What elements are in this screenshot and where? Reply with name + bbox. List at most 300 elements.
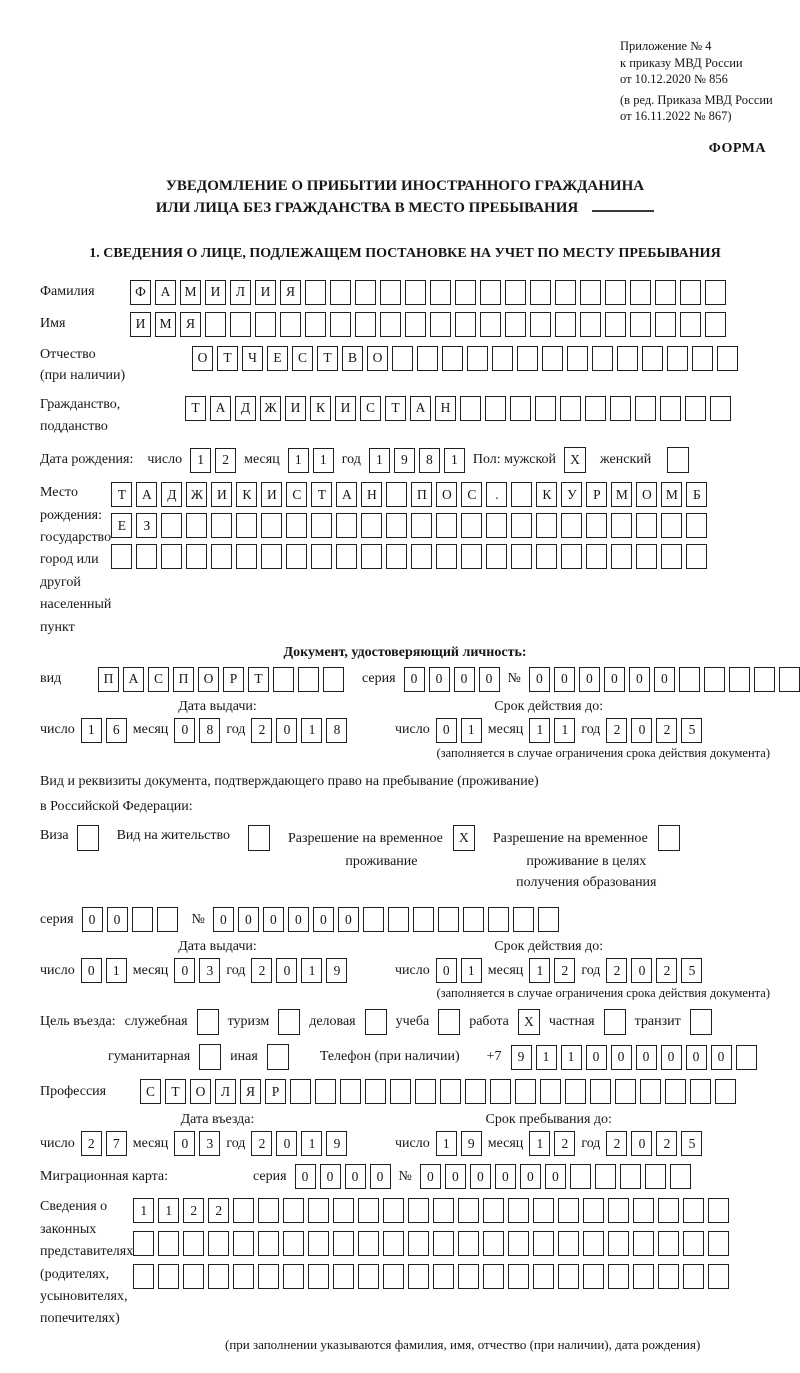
char-cell[interactable]	[430, 280, 451, 305]
char-cell[interactable]	[236, 544, 257, 569]
char-cell[interactable]	[483, 1231, 504, 1256]
char-cell[interactable]	[383, 1231, 404, 1256]
char-cell[interactable]: Д	[161, 482, 182, 507]
char-cell[interactable]: 1	[436, 1131, 457, 1156]
char-cell[interactable]	[197, 1009, 219, 1035]
char-cell[interactable]: 1	[106, 958, 127, 983]
char-cell[interactable]: 1	[536, 1045, 557, 1070]
char-cell[interactable]: П	[411, 482, 432, 507]
char-cell[interactable]: С	[292, 346, 313, 371]
char-cell[interactable]: С	[286, 482, 307, 507]
checkbox-visa[interactable]	[77, 825, 99, 851]
char-cell[interactable]: А	[123, 667, 144, 692]
char-cell[interactable]: 1	[190, 448, 211, 473]
char-cell[interactable]: К	[536, 482, 557, 507]
char-cell[interactable]	[658, 1198, 679, 1223]
char-cell[interactable]: А	[136, 482, 157, 507]
char-cell[interactable]: 0	[661, 1045, 682, 1070]
char-cell[interactable]	[530, 280, 551, 305]
checkbox-humanitarian[interactable]	[199, 1044, 221, 1070]
char-cell[interactable]	[705, 280, 726, 305]
char-cell[interactable]: 1	[461, 718, 482, 743]
char-cell[interactable]	[413, 907, 434, 932]
char-cell[interactable]: 0	[345, 1164, 366, 1189]
char-cell[interactable]: 1	[288, 448, 309, 473]
char-cell[interactable]	[580, 280, 601, 305]
char-cell[interactable]	[461, 513, 482, 538]
char-cell[interactable]: 0	[636, 1045, 657, 1070]
char-cell[interactable]: Я	[180, 312, 201, 337]
char-cell[interactable]: О	[636, 482, 657, 507]
char-cell[interactable]: Р	[586, 482, 607, 507]
char-cell[interactable]	[505, 280, 526, 305]
char-cell[interactable]	[715, 1079, 736, 1104]
char-cell[interactable]	[280, 312, 301, 337]
char-cell[interactable]	[408, 1198, 429, 1223]
char-cell[interactable]: .	[486, 482, 507, 507]
char-cell[interactable]	[383, 1264, 404, 1289]
char-cell[interactable]: X	[564, 447, 586, 473]
char-cell[interactable]	[286, 544, 307, 569]
char-cell[interactable]	[508, 1264, 529, 1289]
char-cell[interactable]	[565, 1079, 586, 1104]
char-cell[interactable]	[585, 396, 606, 421]
char-cell[interactable]: Д	[235, 396, 256, 421]
char-cell[interactable]: 1	[369, 448, 390, 473]
char-cell[interactable]	[592, 346, 613, 371]
char-cell[interactable]: А	[336, 482, 357, 507]
char-cell[interactable]: Т	[248, 667, 269, 692]
char-cell[interactable]	[640, 1079, 661, 1104]
char-cell[interactable]	[161, 513, 182, 538]
char-cell[interactable]	[630, 312, 651, 337]
char-cell[interactable]	[540, 1079, 561, 1104]
char-cell[interactable]	[161, 544, 182, 569]
char-cell[interactable]: 8	[326, 718, 347, 743]
char-cell[interactable]	[511, 482, 532, 507]
char-cell[interactable]: Т	[385, 396, 406, 421]
char-cell[interactable]: А	[210, 396, 231, 421]
char-cell[interactable]	[561, 544, 582, 569]
char-cell[interactable]	[635, 396, 656, 421]
checkbox-temp-residence[interactable]	[453, 825, 475, 851]
char-cell[interactable]: 0	[320, 1164, 341, 1189]
checkbox-male[interactable]	[564, 447, 586, 473]
char-cell[interactable]	[365, 1009, 387, 1035]
char-cell[interactable]: Т	[311, 482, 332, 507]
char-cell[interactable]	[636, 544, 657, 569]
char-cell[interactable]	[278, 1009, 300, 1035]
char-cell[interactable]	[717, 346, 738, 371]
char-cell[interactable]	[710, 396, 731, 421]
char-cell[interactable]	[363, 907, 384, 932]
char-cell[interactable]: X	[453, 825, 475, 851]
char-cell[interactable]: 2	[656, 718, 677, 743]
char-cell[interactable]: Л	[230, 280, 251, 305]
char-cell[interactable]	[458, 1231, 479, 1256]
char-cell[interactable]	[311, 544, 332, 569]
char-cell[interactable]: 9	[326, 1131, 347, 1156]
char-cell[interactable]: Ж	[260, 396, 281, 421]
char-cell[interactable]	[558, 1198, 579, 1223]
char-cell[interactable]	[233, 1231, 254, 1256]
char-cell[interactable]: Я	[240, 1079, 261, 1104]
char-cell[interactable]	[233, 1264, 254, 1289]
char-cell[interactable]: 0	[276, 1131, 297, 1156]
char-cell[interactable]	[380, 312, 401, 337]
char-cell[interactable]	[305, 312, 326, 337]
char-cell[interactable]: С	[148, 667, 169, 692]
char-cell[interactable]	[183, 1264, 204, 1289]
char-cell[interactable]	[440, 1079, 461, 1104]
char-cell[interactable]	[365, 1079, 386, 1104]
char-cell[interactable]	[517, 346, 538, 371]
char-cell[interactable]	[583, 1198, 604, 1223]
char-cell[interactable]: 0	[213, 907, 234, 932]
char-cell[interactable]: 0	[586, 1045, 607, 1070]
char-cell[interactable]	[511, 544, 532, 569]
char-cell[interactable]	[405, 280, 426, 305]
char-cell[interactable]: Б	[686, 482, 707, 507]
char-cell[interactable]	[515, 1079, 536, 1104]
char-cell[interactable]: 2	[215, 448, 236, 473]
char-cell[interactable]	[361, 544, 382, 569]
char-cell[interactable]	[458, 1198, 479, 1223]
char-cell[interactable]	[358, 1198, 379, 1223]
char-cell[interactable]: 2	[606, 718, 627, 743]
char-cell[interactable]	[283, 1264, 304, 1289]
char-cell[interactable]: Т	[217, 346, 238, 371]
char-cell[interactable]: 0	[529, 667, 550, 692]
char-cell[interactable]: М	[180, 280, 201, 305]
char-cell[interactable]	[683, 1231, 704, 1256]
char-cell[interactable]	[330, 280, 351, 305]
char-cell[interactable]	[205, 312, 226, 337]
char-cell[interactable]	[608, 1231, 629, 1256]
char-cell[interactable]	[779, 667, 800, 692]
char-cell[interactable]	[754, 667, 775, 692]
char-cell[interactable]: 5	[681, 718, 702, 743]
char-cell[interactable]	[679, 667, 700, 692]
char-cell[interactable]	[267, 1044, 289, 1070]
char-cell[interactable]	[411, 513, 432, 538]
char-cell[interactable]	[133, 1231, 154, 1256]
char-cell[interactable]	[636, 513, 657, 538]
char-cell[interactable]	[211, 513, 232, 538]
char-cell[interactable]: 0	[631, 1131, 652, 1156]
char-cell[interactable]	[530, 312, 551, 337]
char-cell[interactable]	[483, 1198, 504, 1223]
char-cell[interactable]	[555, 312, 576, 337]
checkbox-work[interactable]	[518, 1009, 540, 1035]
char-cell[interactable]: О	[367, 346, 388, 371]
char-cell[interactable]: А	[155, 280, 176, 305]
char-cell[interactable]: И	[255, 280, 276, 305]
checkbox-temp-residence-edu[interactable]	[658, 825, 680, 851]
char-cell[interactable]: 2	[208, 1198, 229, 1223]
char-cell[interactable]: 5	[681, 958, 702, 983]
char-cell[interactable]	[686, 544, 707, 569]
char-cell[interactable]: 2	[251, 1131, 272, 1156]
char-cell[interactable]	[158, 1231, 179, 1256]
char-cell[interactable]: 1	[158, 1198, 179, 1223]
char-cell[interactable]	[665, 1079, 686, 1104]
char-cell[interactable]: 0	[276, 718, 297, 743]
char-cell[interactable]	[460, 396, 481, 421]
char-cell[interactable]: И	[130, 312, 151, 337]
char-cell[interactable]	[315, 1079, 336, 1104]
char-cell[interactable]	[617, 346, 638, 371]
char-cell[interactable]: 2	[81, 1131, 102, 1156]
char-cell[interactable]: С	[461, 482, 482, 507]
char-cell[interactable]	[248, 825, 270, 851]
char-cell[interactable]	[438, 1009, 460, 1035]
char-cell[interactable]	[340, 1079, 361, 1104]
char-cell[interactable]: 0	[611, 1045, 632, 1070]
char-cell[interactable]: 2	[656, 958, 677, 983]
checkbox-private[interactable]	[604, 1009, 626, 1035]
char-cell[interactable]	[633, 1231, 654, 1256]
char-cell[interactable]: 1	[301, 1131, 322, 1156]
char-cell[interactable]: П	[173, 667, 194, 692]
char-cell[interactable]	[560, 396, 581, 421]
char-cell[interactable]: 0	[479, 667, 500, 692]
char-cell[interactable]	[604, 1009, 626, 1035]
char-cell[interactable]	[508, 1198, 529, 1223]
char-cell[interactable]: 7	[106, 1131, 127, 1156]
char-cell[interactable]: 0	[629, 667, 650, 692]
char-cell[interactable]	[570, 1164, 591, 1189]
char-cell[interactable]: З	[136, 513, 157, 538]
char-cell[interactable]	[433, 1264, 454, 1289]
char-cell[interactable]	[408, 1231, 429, 1256]
char-cell[interactable]	[667, 346, 688, 371]
char-cell[interactable]: 2	[251, 958, 272, 983]
char-cell[interactable]: 8	[419, 448, 440, 473]
char-cell[interactable]: У	[561, 482, 582, 507]
char-cell[interactable]: И	[261, 482, 282, 507]
char-cell[interactable]	[685, 396, 706, 421]
char-cell[interactable]: 9	[511, 1045, 532, 1070]
char-cell[interactable]	[308, 1264, 329, 1289]
char-cell[interactable]: 0	[420, 1164, 441, 1189]
char-cell[interactable]	[333, 1231, 354, 1256]
char-cell[interactable]	[686, 513, 707, 538]
char-cell[interactable]: 6	[106, 718, 127, 743]
char-cell[interactable]	[661, 544, 682, 569]
char-cell[interactable]: X	[518, 1009, 540, 1035]
char-cell[interactable]	[386, 544, 407, 569]
char-cell[interactable]	[567, 346, 588, 371]
char-cell[interactable]	[358, 1264, 379, 1289]
char-cell[interactable]	[186, 513, 207, 538]
char-cell[interactable]	[258, 1264, 279, 1289]
char-cell[interactable]	[283, 1231, 304, 1256]
char-cell[interactable]	[261, 513, 282, 538]
char-cell[interactable]	[433, 1231, 454, 1256]
char-cell[interactable]	[667, 447, 689, 473]
char-cell[interactable]	[511, 513, 532, 538]
char-cell[interactable]: 5	[681, 1131, 702, 1156]
char-cell[interactable]: 0	[174, 718, 195, 743]
char-cell[interactable]: Л	[215, 1079, 236, 1104]
char-cell[interactable]: Ч	[242, 346, 263, 371]
checkbox-female[interactable]	[667, 447, 689, 473]
char-cell[interactable]	[536, 513, 557, 538]
char-cell[interactable]	[642, 346, 663, 371]
char-cell[interactable]	[467, 346, 488, 371]
char-cell[interactable]	[258, 1231, 279, 1256]
char-cell[interactable]	[608, 1198, 629, 1223]
char-cell[interactable]	[655, 280, 676, 305]
char-cell[interactable]: Т	[165, 1079, 186, 1104]
char-cell[interactable]: К	[310, 396, 331, 421]
char-cell[interactable]	[490, 1079, 511, 1104]
checkbox-official[interactable]	[197, 1009, 219, 1035]
char-cell[interactable]	[645, 1164, 666, 1189]
char-cell[interactable]	[633, 1264, 654, 1289]
char-cell[interactable]: М	[661, 482, 682, 507]
char-cell[interactable]: 0	[370, 1164, 391, 1189]
char-cell[interactable]	[508, 1231, 529, 1256]
char-cell[interactable]	[608, 1264, 629, 1289]
char-cell[interactable]	[333, 1264, 354, 1289]
char-cell[interactable]: 0	[174, 958, 195, 983]
char-cell[interactable]	[690, 1009, 712, 1035]
char-cell[interactable]	[290, 1079, 311, 1104]
char-cell[interactable]: Р	[265, 1079, 286, 1104]
char-cell[interactable]: 0	[338, 907, 359, 932]
checkbox-tourism[interactable]	[278, 1009, 300, 1035]
char-cell[interactable]	[333, 1198, 354, 1223]
char-cell[interactable]: 1	[301, 718, 322, 743]
char-cell[interactable]: 2	[251, 718, 272, 743]
char-cell[interactable]	[586, 544, 607, 569]
char-cell[interactable]: В	[342, 346, 363, 371]
char-cell[interactable]: 0	[454, 667, 475, 692]
char-cell[interactable]	[405, 312, 426, 337]
char-cell[interactable]: 3	[199, 1131, 220, 1156]
char-cell[interactable]: 9	[461, 1131, 482, 1156]
char-cell[interactable]	[605, 312, 626, 337]
char-cell[interactable]	[455, 312, 476, 337]
char-cell[interactable]	[390, 1079, 411, 1104]
char-cell[interactable]: 0	[470, 1164, 491, 1189]
char-cell[interactable]: М	[155, 312, 176, 337]
char-cell[interactable]: И	[335, 396, 356, 421]
char-cell[interactable]	[708, 1231, 729, 1256]
char-cell[interactable]	[183, 1231, 204, 1256]
checkbox-study[interactable]	[438, 1009, 460, 1035]
char-cell[interactable]: 0	[263, 907, 284, 932]
char-cell[interactable]	[658, 825, 680, 851]
char-cell[interactable]	[355, 280, 376, 305]
char-cell[interactable]: 1	[313, 448, 334, 473]
char-cell[interactable]: 0	[82, 907, 103, 932]
char-cell[interactable]	[533, 1264, 554, 1289]
char-cell[interactable]	[298, 667, 319, 692]
char-cell[interactable]: 0	[686, 1045, 707, 1070]
char-cell[interactable]	[480, 280, 501, 305]
char-cell[interactable]: О	[192, 346, 213, 371]
char-cell[interactable]	[461, 544, 482, 569]
char-cell[interactable]	[683, 1264, 704, 1289]
char-cell[interactable]	[536, 544, 557, 569]
char-cell[interactable]: Ф	[130, 280, 151, 305]
char-cell[interactable]: 1	[554, 718, 575, 743]
char-cell[interactable]: И	[205, 280, 226, 305]
char-cell[interactable]	[199, 1044, 221, 1070]
char-cell[interactable]	[708, 1198, 729, 1223]
char-cell[interactable]	[283, 1198, 304, 1223]
char-cell[interactable]	[708, 1264, 729, 1289]
char-cell[interactable]: 1	[133, 1198, 154, 1223]
char-cell[interactable]: С	[140, 1079, 161, 1104]
char-cell[interactable]: 1	[529, 718, 550, 743]
char-cell[interactable]: 0	[604, 667, 625, 692]
checkbox-transit[interactable]	[690, 1009, 712, 1035]
char-cell[interactable]	[483, 1264, 504, 1289]
char-cell[interactable]	[610, 396, 631, 421]
char-cell[interactable]: А	[410, 396, 431, 421]
char-cell[interactable]	[438, 907, 459, 932]
char-cell[interactable]: 0	[81, 958, 102, 983]
char-cell[interactable]	[388, 907, 409, 932]
char-cell[interactable]: 0	[436, 718, 457, 743]
char-cell[interactable]: 2	[554, 1131, 575, 1156]
char-cell[interactable]: 1	[529, 958, 550, 983]
char-cell[interactable]: И	[285, 396, 306, 421]
char-cell[interactable]: Н	[361, 482, 382, 507]
char-cell[interactable]	[361, 513, 382, 538]
char-cell[interactable]: Н	[435, 396, 456, 421]
char-cell[interactable]: 9	[326, 958, 347, 983]
char-cell[interactable]	[683, 1198, 704, 1223]
char-cell[interactable]	[542, 346, 563, 371]
char-cell[interactable]	[442, 346, 463, 371]
char-cell[interactable]	[436, 513, 457, 538]
char-cell[interactable]	[358, 1231, 379, 1256]
char-cell[interactable]	[611, 544, 632, 569]
char-cell[interactable]: 0	[313, 907, 334, 932]
char-cell[interactable]: 0	[429, 667, 450, 692]
char-cell[interactable]	[430, 312, 451, 337]
char-cell[interactable]	[133, 1264, 154, 1289]
char-cell[interactable]: 0	[404, 667, 425, 692]
char-cell[interactable]: 0	[495, 1164, 516, 1189]
char-cell[interactable]	[655, 312, 676, 337]
char-cell[interactable]: Т	[317, 346, 338, 371]
char-cell[interactable]: 0	[545, 1164, 566, 1189]
char-cell[interactable]: Р	[223, 667, 244, 692]
char-cell[interactable]	[555, 280, 576, 305]
char-cell[interactable]: Ж	[186, 482, 207, 507]
char-cell[interactable]	[661, 513, 682, 538]
char-cell[interactable]	[538, 907, 559, 932]
char-cell[interactable]: С	[360, 396, 381, 421]
char-cell[interactable]: 0	[579, 667, 600, 692]
char-cell[interactable]	[486, 544, 507, 569]
char-cell[interactable]	[729, 667, 750, 692]
char-cell[interactable]: 0	[288, 907, 309, 932]
char-cell[interactable]: 0	[238, 907, 259, 932]
checkbox-business[interactable]	[365, 1009, 387, 1035]
char-cell[interactable]	[615, 1079, 636, 1104]
checkbox-other[interactable]	[267, 1044, 289, 1070]
char-cell[interactable]	[455, 280, 476, 305]
char-cell[interactable]	[486, 513, 507, 538]
char-cell[interactable]	[463, 907, 484, 932]
